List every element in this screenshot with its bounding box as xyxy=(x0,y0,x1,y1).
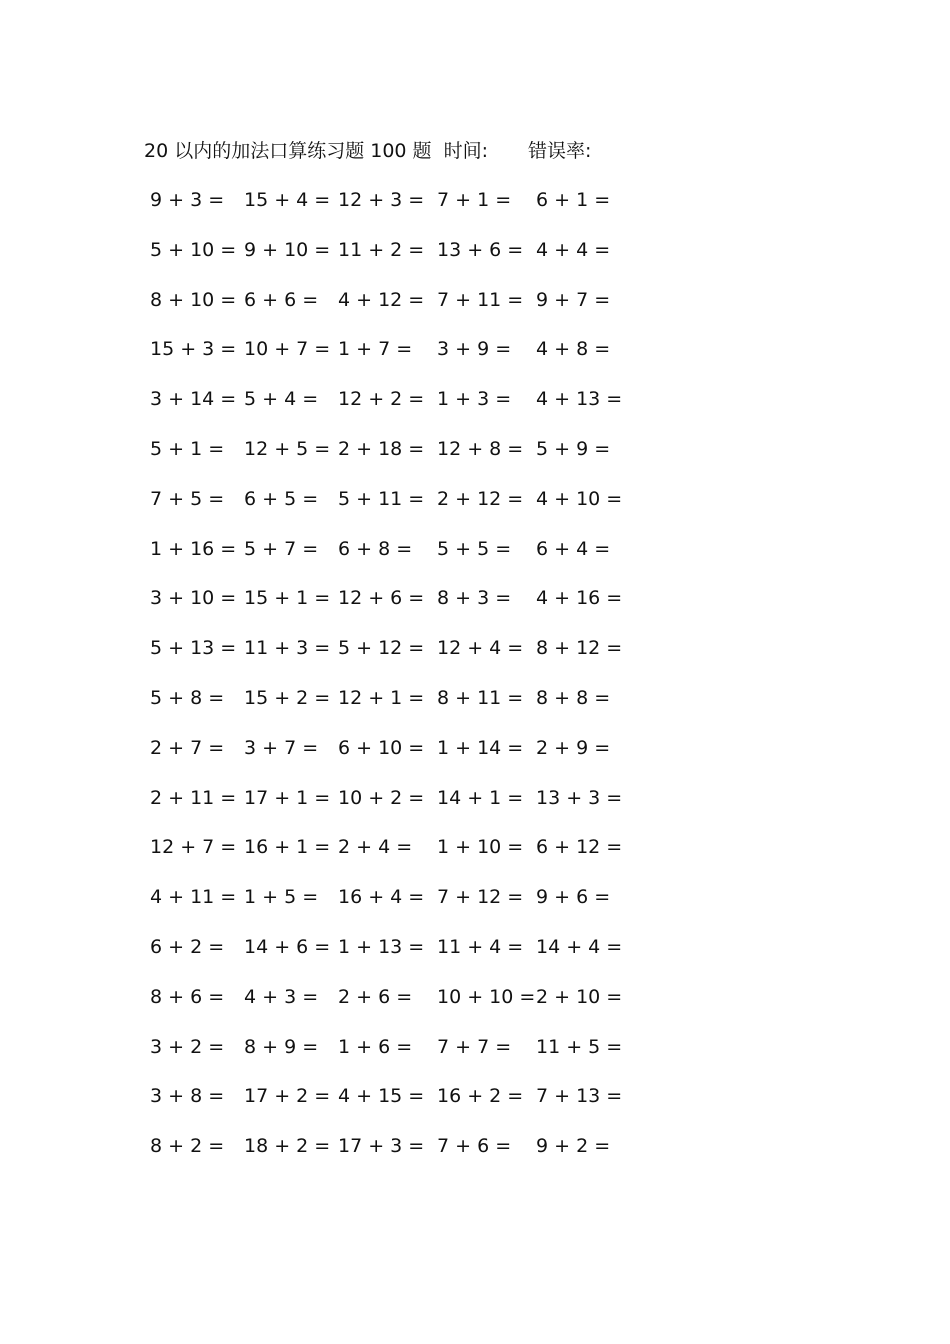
addition-problem: 1 + 6 = xyxy=(338,1035,413,1058)
problem-row xyxy=(0,483,950,515)
addition-problem: 5 + 9 = xyxy=(536,438,611,460)
addition-problem: 16 + 4 = xyxy=(338,886,425,909)
worksheet-title: 20 以内的加法口算练习题 100 题 xyxy=(144,140,432,162)
problem-row xyxy=(0,632,950,664)
problem-row xyxy=(0,981,950,1013)
addition-problem: 12 + 7 = xyxy=(150,836,237,859)
addition-problem: 15 + 2 = xyxy=(244,687,331,709)
addition-problem: 12 + 5 = xyxy=(244,438,331,460)
addition-problem: 8 + 3 = xyxy=(437,587,512,610)
addition-problem: 8 + 2 = xyxy=(150,1135,225,1158)
addition-problem: 1 + 14 = xyxy=(437,736,524,759)
problem-row xyxy=(0,1031,950,1063)
addition-problem: 7 + 13 = xyxy=(536,1085,623,1108)
addition-problem: 14 + 6 = xyxy=(244,936,331,958)
problem-row xyxy=(0,333,950,365)
addition-problem: 17 + 2 = xyxy=(244,1085,331,1108)
addition-problem: 4 + 11 = xyxy=(150,886,237,909)
addition-problem: 4 + 10 = xyxy=(536,487,623,510)
problem-row xyxy=(0,533,950,565)
problem-row xyxy=(0,184,950,216)
addition-problem: 9 + 7 = xyxy=(536,288,611,311)
problem-row xyxy=(0,831,950,863)
addition-problem: 5 + 11 = xyxy=(338,487,425,510)
addition-problem: 5 + 13 = xyxy=(150,637,237,660)
addition-problem: 4 + 13 = xyxy=(536,388,623,411)
addition-problem: 3 + 2 = xyxy=(150,1035,225,1058)
addition-problem: 8 + 11 = xyxy=(437,687,524,709)
addition-problem: 18 + 2 = xyxy=(244,1135,331,1158)
addition-problem: 4 + 8 = xyxy=(536,338,611,361)
problem-row xyxy=(0,682,950,714)
addition-problem: 7 + 7 = xyxy=(437,1035,512,1058)
problem-row xyxy=(0,383,950,415)
addition-problem: 15 + 3 = xyxy=(150,338,237,361)
addition-problem: 7 + 6 = xyxy=(437,1135,512,1158)
addition-problem: 17 + 1 = xyxy=(244,786,331,809)
addition-problem: 1 + 16 = xyxy=(150,537,237,560)
addition-problem: 13 + 3 = xyxy=(536,786,623,809)
addition-problem: 15 + 1 = xyxy=(244,587,331,610)
addition-problem: 5 + 5 = xyxy=(437,537,512,560)
problem-row xyxy=(0,782,950,814)
addition-problem: 14 + 1 = xyxy=(437,786,524,809)
problem-row xyxy=(0,1080,950,1112)
addition-problem: 11 + 2 = xyxy=(338,238,425,261)
addition-problem: 2 + 7 = xyxy=(150,736,225,759)
addition-problem: 2 + 6 = xyxy=(338,985,413,1008)
addition-problem: 3 + 7 = xyxy=(244,736,319,759)
addition-problem: 16 + 2 = xyxy=(437,1085,524,1108)
addition-problem: 5 + 7 = xyxy=(244,537,319,560)
addition-problem: 5 + 12 = xyxy=(338,637,425,660)
addition-problem: 8 + 9 = xyxy=(244,1035,319,1058)
addition-problem: 1 + 7 = xyxy=(338,338,413,361)
addition-problem: 17 + 3 = xyxy=(338,1135,425,1158)
addition-problem: 2 + 4 = xyxy=(338,836,413,859)
addition-problem: 10 + 10 = xyxy=(437,985,536,1008)
addition-problem: 8 + 6 = xyxy=(150,985,225,1008)
addition-problem: 4 + 16 = xyxy=(536,587,623,610)
addition-problem: 5 + 10 = xyxy=(150,238,237,261)
addition-problem: 12 + 6 = xyxy=(338,587,425,610)
addition-problem: 5 + 8 = xyxy=(150,687,225,709)
addition-problem: 4 + 15 = xyxy=(338,1085,425,1108)
problem-row xyxy=(0,284,950,316)
addition-problem: 9 + 2 = xyxy=(536,1135,611,1158)
addition-problem: 6 + 5 = xyxy=(244,487,319,510)
problem-row xyxy=(0,881,950,913)
addition-problem: 16 + 1 = xyxy=(244,836,331,859)
addition-problem: 7 + 12 = xyxy=(437,886,524,909)
addition-problem: 12 + 4 = xyxy=(437,637,524,660)
addition-problem: 8 + 12 = xyxy=(536,637,623,660)
addition-problem: 7 + 11 = xyxy=(437,288,524,311)
addition-problem: 6 + 6 = xyxy=(244,288,319,311)
addition-problem: 9 + 3 = xyxy=(150,189,225,211)
addition-problem: 10 + 7 = xyxy=(244,338,331,361)
addition-problem: 1 + 3 = xyxy=(437,388,512,411)
addition-problem: 6 + 4 = xyxy=(536,537,611,560)
addition-problem: 6 + 8 = xyxy=(338,537,413,560)
addition-problem: 12 + 3 = xyxy=(338,189,425,211)
addition-problem: 6 + 12 = xyxy=(536,836,623,859)
problem-row xyxy=(0,234,950,266)
addition-problem: 11 + 3 = xyxy=(244,637,331,660)
addition-problem: 13 + 6 = xyxy=(437,238,524,261)
addition-problem: 6 + 10 = xyxy=(338,736,425,759)
problem-row xyxy=(0,582,950,614)
addition-problem: 9 + 10 = xyxy=(244,238,331,261)
problem-row xyxy=(0,433,950,465)
addition-problem: 10 + 2 = xyxy=(338,786,425,809)
addition-problem: 6 + 2 = xyxy=(150,936,225,958)
addition-problem: 3 + 14 = xyxy=(150,388,237,411)
addition-problem: 14 + 4 = xyxy=(536,936,623,958)
addition-problem: 4 + 4 = xyxy=(536,238,611,261)
time-label: 时间: xyxy=(443,140,488,162)
addition-problem: 2 + 9 = xyxy=(536,736,611,759)
addition-problem: 7 + 1 = xyxy=(437,189,512,211)
problem-row xyxy=(0,931,950,963)
addition-problem: 1 + 5 = xyxy=(244,886,319,909)
addition-problem: 8 + 10 = xyxy=(150,288,237,311)
addition-problem: 3 + 10 = xyxy=(150,587,237,610)
addition-problem: 2 + 10 = xyxy=(536,985,623,1008)
addition-problem: 5 + 4 = xyxy=(244,388,319,411)
problem-row xyxy=(0,1130,950,1162)
addition-problem: 2 + 12 = xyxy=(437,487,524,510)
addition-problem: 1 + 13 = xyxy=(338,936,425,958)
addition-problem: 2 + 11 = xyxy=(150,786,237,809)
addition-problem: 12 + 2 = xyxy=(338,388,425,411)
addition-problem: 9 + 6 = xyxy=(536,886,611,909)
problem-row xyxy=(0,732,950,764)
addition-problem: 15 + 4 = xyxy=(244,189,331,211)
addition-problem: 7 + 5 = xyxy=(150,487,225,510)
addition-problem: 3 + 8 = xyxy=(150,1085,225,1108)
addition-problem: 12 + 8 = xyxy=(437,438,524,460)
addition-problem: 3 + 9 = xyxy=(437,338,512,361)
addition-problem: 4 + 3 = xyxy=(244,985,319,1008)
addition-problem: 5 + 1 = xyxy=(150,438,225,460)
error-rate-label: 错误率: xyxy=(527,140,592,162)
addition-problem: 8 + 8 = xyxy=(536,687,611,709)
addition-problem: 2 + 18 = xyxy=(338,438,425,460)
addition-problem: 6 + 1 = xyxy=(536,189,611,211)
addition-problem: 1 + 10 = xyxy=(437,836,524,859)
addition-problem: 11 + 4 = xyxy=(437,936,524,958)
addition-problem: 12 + 1 = xyxy=(338,687,425,709)
addition-problem: 11 + 5 = xyxy=(536,1035,623,1058)
addition-problem: 4 + 12 = xyxy=(338,288,425,311)
